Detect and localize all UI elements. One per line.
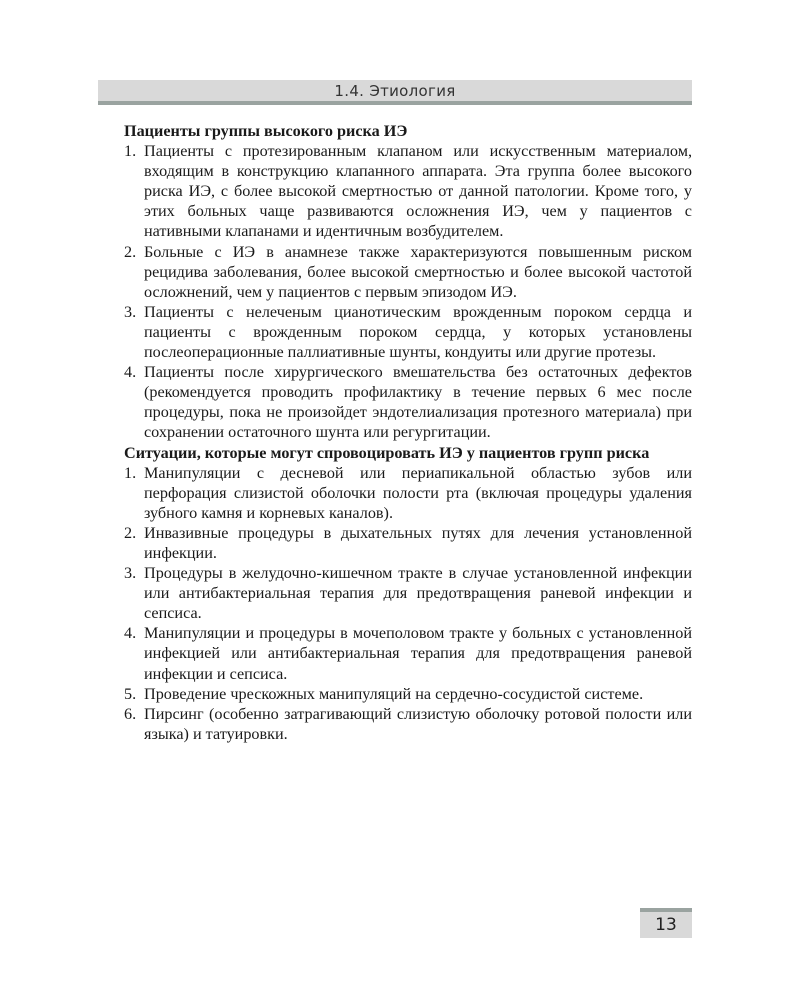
situations-list bbox=[98, 463, 692, 744]
list-number: 2. bbox=[124, 242, 137, 261]
list-item-text: Пациенты с протезированным клапаном или искусственным материалом, входящим в конструкцию клапанного аппарата. Эта группа более высокого риска ИЭ, с более высокой смертностью от данной патологии. Кроме того, у этих больных чаще развиваются осложнения ИЭ, чем у пациентов с нативными клапанами и идентичным возбудителем. bbox=[144, 142, 692, 241]
list-item-text: Больные с ИЭ в анамнезе также характеризуются повышенным риском рецидива заболевания, более высокой смертностью и более высокой частотой осложнений, чем у пациентов с первым эпизодом ИЭ. bbox=[144, 242, 692, 301]
list-item bbox=[98, 563, 692, 623]
list-item-text: Манипуляции с десневой или периапикальной областью зубов или перфорация слизистой оболочки полости рта (включая процедуры удаления зубного камня и корневых каналов). bbox=[144, 463, 692, 522]
list-item-text: Процедуры в желудочно-кишечном тракте в случае установленной инфекции или антибактериальная терапия для предотвращения раневой инфекции и сепсиса. bbox=[144, 564, 692, 623]
list-item-text: Пирсинг (особенно затрагивающий слизистую оболочку ротовой полости или языка) и татуировки. bbox=[144, 704, 692, 743]
list-item bbox=[98, 704, 692, 744]
list-number: 3. bbox=[124, 302, 137, 321]
list-item-text: Пациенты после хирургического вмешательства без остаточных дефектов (рекомендуется проводить профилактику в течение первых 6 мес после процедуры, пока не произойдет эндотелиализация протезного материала) при сохранении остаточного шунта или регургитации. bbox=[144, 363, 692, 442]
running-header bbox=[98, 80, 692, 105]
list-number: 1. bbox=[124, 463, 137, 482]
list-item bbox=[98, 523, 692, 563]
list-item bbox=[98, 684, 692, 704]
list-number: 5. bbox=[124, 684, 137, 703]
list-item-text: Манипуляции и процедуры в мочеполовом тракте у больных с установленной инфекцией или антибактериальная терапия для предотвращения раневой инфекции и сепсиса. bbox=[144, 624, 692, 683]
list-item bbox=[98, 362, 692, 442]
list-item bbox=[98, 463, 692, 523]
list-item-text: Пациенты с нелеченым цианотическим врожденным пороком сердца и пациенты с врожденным пороком сердца, у которых установлены послеоперационные паллиативные шунты, кондуиты или другие протезы. bbox=[144, 302, 692, 362]
list-number: 2. bbox=[124, 523, 137, 542]
list-item bbox=[98, 242, 692, 302]
list-number: 1. bbox=[124, 142, 137, 161]
list-number: 4. bbox=[124, 624, 137, 643]
list-number: 3. bbox=[124, 564, 137, 583]
page-body bbox=[98, 121, 692, 744]
list-item bbox=[98, 302, 692, 362]
section-heading-high-risk: Пациенты группы высокого риска ИЭ bbox=[124, 122, 408, 140]
list-item bbox=[98, 623, 692, 683]
list-number: 6. bbox=[124, 704, 137, 723]
list-item bbox=[98, 141, 692, 241]
chapter-title: 1.4. Этиология bbox=[334, 82, 456, 100]
page-number-box bbox=[640, 908, 692, 938]
section-heading-situations: Ситуации, которые могут спровоцировать ИЭ у пациентов групп риска bbox=[124, 443, 650, 462]
list-item-text: Инвазивные процедуры в дыхательных путях для лечения установленной инфекции. bbox=[144, 523, 692, 562]
list-number: 4. bbox=[124, 363, 137, 382]
high-risk-list bbox=[98, 141, 692, 442]
list-item-text: Проведение чрескожных манипуляций на сердечно-сосудистой системе. bbox=[144, 684, 644, 703]
page-number: 13 bbox=[655, 915, 677, 935]
